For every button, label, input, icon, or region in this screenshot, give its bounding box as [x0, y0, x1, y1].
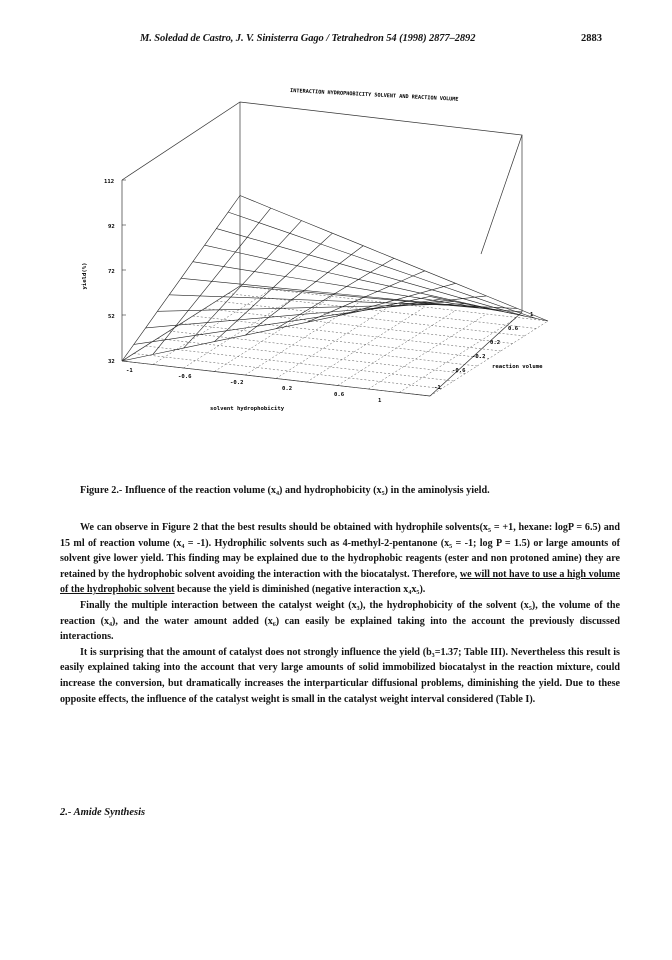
bounding-box — [122, 102, 522, 361]
z-tick-label: 92 — [108, 224, 115, 230]
plot-title: INTERACTION HYDROPHOBICITY SOLVENT AND REACTION VOLUME — [289, 88, 459, 103]
z-tick-label: 72 — [108, 269, 115, 275]
body-text — [60, 520, 620, 707]
running-head — [140, 33, 602, 49]
caption-lead: Figure 2.- — [80, 485, 123, 496]
x-tick-label: 0.6 — [334, 392, 345, 398]
floor-grid-line — [338, 311, 456, 386]
surface-line — [205, 245, 513, 313]
paragraph-1-part-a: We can observe in Figure 2 that the best results should be obtained with hydrophile solvents(x₅ = +1, hexane: logP = 6.5) and 15 ml of reaction volume (x₄ = -1). Hydrophilic solvents such as 4-methyl-2-pentanone (x₅ = -1; log P = 1.5) or large amounts of solvent give lower yield. This finding may be explained due to the hydrophobic reagents (ester and non protoned amine) they are retained by the hydrophobic solvent avoiding the interaction with the biocatalyst. Therefore, — [60, 522, 620, 580]
y-axis-label: reaction volume — [492, 364, 543, 370]
x-tick-label: 0.2 — [282, 386, 293, 392]
x-tick-label: 1 — [378, 398, 382, 404]
surface-line — [181, 278, 489, 308]
z-axis — [122, 180, 126, 360]
x-tick-label: -0.6 — [178, 374, 192, 380]
figure-caption — [80, 485, 640, 496]
caption-text: Influence of the reaction volume (x₄) and hydrophobicity (x₅) in the aminolysis yield. — [122, 485, 490, 496]
floor-grid-line — [245, 300, 363, 375]
y-tick-label: 0.6 — [508, 326, 519, 332]
z-tick-label: 52 — [108, 314, 115, 320]
floor-grid-line — [169, 331, 477, 366]
z-axis-label: yield(%) — [82, 262, 88, 290]
paragraph-1-underlined: we will not have to use a high volume of the hydrophobic solvent — [60, 568, 620, 596]
surface-plot — [60, 76, 620, 446]
floor-grid-line — [430, 321, 548, 396]
y-tick-label: 1 — [530, 312, 534, 318]
z-tick-label: 32 — [108, 359, 115, 365]
floor-grid-line — [368, 314, 486, 389]
x-axis-label: solvent hydrophobicity — [210, 406, 285, 412]
paragraph-3: It is surprising that the amount of catalyst does not strongly influence the yield (b₃=1.37; Table III). Nevertheless this result is easily explained taking into the account that very large amounts of solid immobilized biocatalyst in the reaction mixture, could increase the conversion, but dramatically increases the interparticular diffusional problems, diminishing the yield. Due to these opposite effects, the influence of the catalyst weight is small in the catalyst weight interval considered (Table I). — [60, 646, 620, 705]
floor-grid-line — [399, 318, 517, 393]
paragraph-1 — [60, 520, 620, 598]
y-tick-label: -1 — [434, 385, 441, 391]
paragraph-2: Finally the multiple interaction between the catalyst weight (x₃), the hydrophobicity of the solvent (x₅), the volume of the reaction (x₄), and the water amount added (x₆) can easily be explained taking into the account the previously discussed interactions. — [60, 599, 620, 643]
x-tick-label: -0.2 — [230, 380, 244, 386]
running-head-authors: M. Soledad de Castro, J. V. Sinisterra Gago / Tetrahedron 54 (1998) 2877–2892 — [140, 33, 476, 44]
y-tick-label: -0.2 — [472, 354, 486, 360]
section-heading: 2.- Amide Synthesis — [60, 807, 146, 818]
surface-mesh — [122, 196, 548, 362]
figure-2 — [60, 76, 620, 446]
paragraph-1-part-b: because the yield is diminished (negative interaction x₄x₅). — [174, 584, 426, 596]
surface-line — [216, 229, 524, 317]
y-tick-label: 0.2 — [490, 340, 501, 346]
x-tick-label: -1 — [126, 368, 133, 374]
floor-grid-line — [146, 346, 454, 381]
page-number: 2883 — [581, 33, 602, 44]
floor-grid-line — [307, 307, 425, 382]
y-tick-label: -0.6 — [452, 368, 466, 374]
surface-line — [122, 196, 240, 362]
floor-grid-line — [193, 316, 501, 351]
surface-line — [240, 196, 548, 322]
z-tick-label: 112 — [104, 179, 115, 185]
